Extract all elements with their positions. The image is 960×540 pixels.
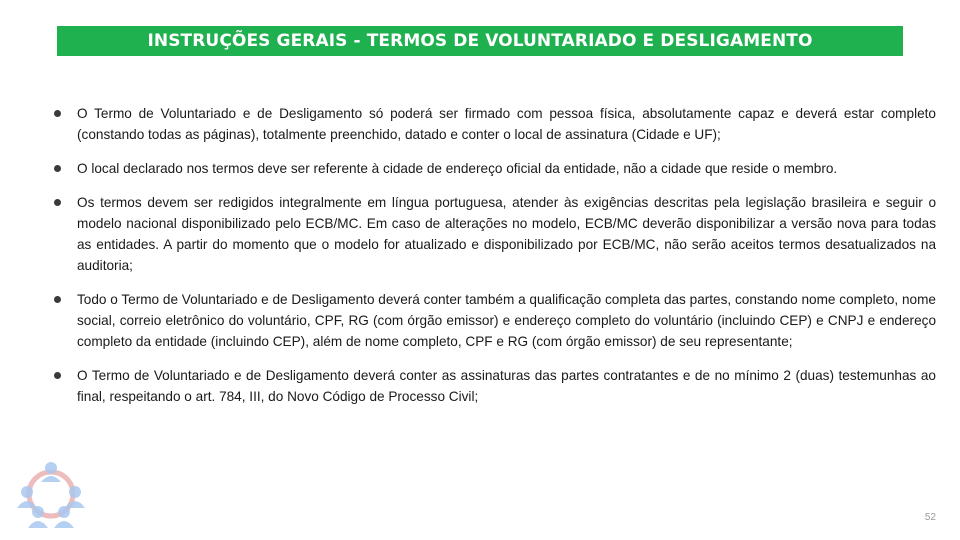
list-item: [52, 289, 936, 352]
people-circle-logo-icon: [16, 460, 86, 528]
instruction-text: Os termos devem ser redigidos integralmente em língua portuguesa, atender às exigências descritas pela legislação brasileira e seguir o modelo nacional disponibilizado pelo ECB/MC. Em caso de alterações no modelo, ECB/MC deverão disponibilizar a versão nova para todas as entidades. A partir do momento que o modelo for atualizado e disponibilizado por ECB/MC, não serão aceitos termos desatualizados na auditoria;: [77, 195, 936, 273]
instruction-text: O Termo de Voluntariado e de Desligamento deverá conter as assinaturas das partes contratantes e de no mínimo 2 (duas) testemunhas ao final, respeitando o art. 784, III, do Novo Código de Processo Civil;: [77, 368, 936, 404]
instruction-text: Todo o Termo de Voluntariado e de Desligamento deverá conter também a qualificação completa das partes, constando nome completo, nome social, correio eletrônico do voluntário, CPF, RG (com órgão emissor) e endereço completo do voluntário (incluindo CEP) e CNPJ e endereço completo da entidade (incluindo CEP), além de nome completo, CPF e RG (com órgão emissor) de seu representante;: [77, 292, 936, 349]
page-title: INSTRUÇÕES GERAIS - TERMOS DE VOLUNTARIADO E DESLIGAMENTO: [147, 31, 813, 51]
bullet-icon: [54, 199, 61, 206]
list-item: [52, 158, 936, 179]
list-item: [52, 365, 936, 407]
page-number: 52: [924, 512, 936, 523]
title-banner: [57, 26, 903, 56]
instruction-text: O local declarado nos termos deve ser referente à cidade de endereço oficial da entidade, não a cidade que reside o membro.: [77, 161, 838, 176]
instruction-text: O Termo de Voluntariado e de Desligamento só poderá ser firmado com pessoa física, absolutamente capaz e deverá estar completo (constando todas as páginas), totalmente preenchido, datado e conter o local de assinatura (Cidade e UF);: [77, 106, 936, 142]
bullet-icon: [54, 372, 61, 379]
bullet-icon: [54, 296, 61, 303]
instructions-list: [52, 103, 936, 420]
list-item: [52, 192, 936, 276]
bullet-icon: [54, 110, 61, 117]
bullet-icon: [54, 165, 61, 172]
list-item: [52, 103, 936, 145]
